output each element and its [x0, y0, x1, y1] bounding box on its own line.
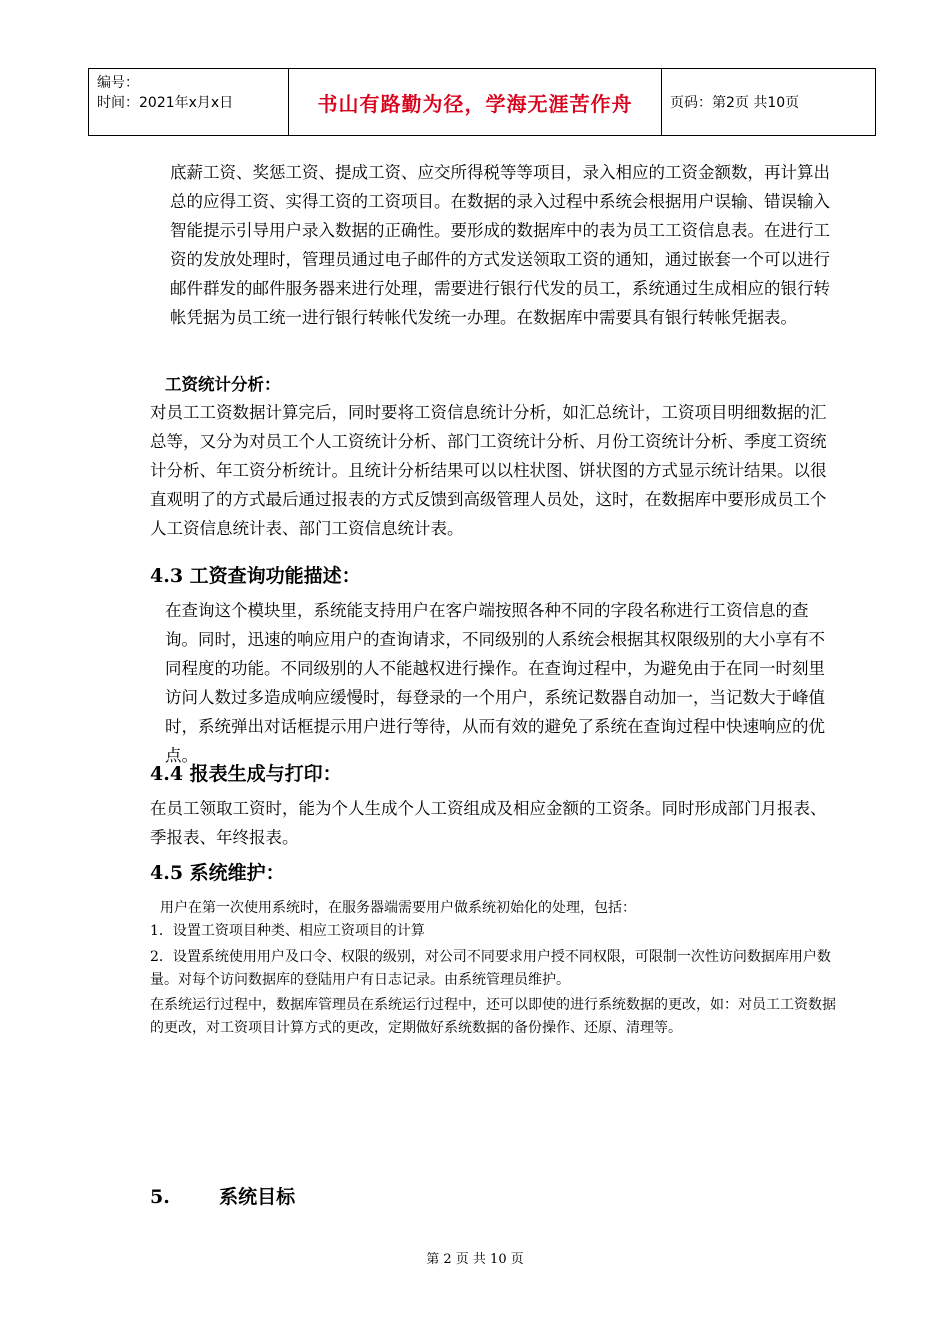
header-page-info: 页码：第2页 共10页: [670, 95, 800, 111]
stats-heading: 工资统计分析：: [165, 375, 281, 394]
section-4-5-intro: 用户在第一次使用系统时，在服务器端需要用户做系统初始化的处理，包括：: [160, 900, 636, 916]
section-4-5-item-1: 1．设置工资项目种类、相应工资项目的计算: [150, 923, 425, 939]
section-4-4-body: 在员工领取工资时，能为个人生成个人工资组成及相应金额的工资条。同时形成部门月报表、季报表、年终报表。: [150, 799, 827, 847]
stats-paragraph: 对员工工资数据计算完后，同时要将工资信息统计分析，如汇总统计，工资项目明细数据的汇总等，又分为对员工个人工资统计分析、部门工资统计分析、月份工资统计分析、季度工资统计分析、年工资分析统计。且统计分析结果可以以柱状图、饼状图的方式显示统计结果。以很直观明了的方式最后通过报表的方式反馈到高级管理人员处，这时，在数据库中要形成员工个人工资信息统计表、部门工资信息统计表。: [150, 403, 827, 538]
number-label: 编号：: [97, 75, 139, 91]
section-5-number: 5.: [150, 1186, 170, 1208]
page-header: [88, 68, 876, 136]
section-5-heading: [150, 1182, 295, 1209]
section-4-3-title: 4.3 工资查询功能描述：: [150, 565, 361, 587]
section-4-5-item-2: 2．设置系统使用用户及口令、权限的级别，对公司不同要求用户授不同权限，可限制一次性访问数据库用户数量。对每个访问数据库的登陆用户有日志记录。由系统管理员维护。: [150, 949, 831, 988]
header-meta: [89, 69, 289, 135]
section-4-4-title: 4.4 报表生成与打印：: [150, 763, 342, 785]
section-4-3-body: 在查询这个模块里，系统能支持用户在客户端按照各种不同的字段名称进行工资信息的查询。同时，迅速的响应用户的查询请求，不同级别的人系统会根据其权限级别的大小享有不同程度的功能。不同级别的人不能越权进行操作。在查询过程中，为避免由于在同一时刻里访问人数过多造成响应缓慢时，每登录的一个用户，系统记数器自动加一，当记数大于峰值时，系统弹出对话框提示用户进行等待，从而有效的避免了系统在查询过程中快速响应的优点。: [165, 601, 825, 765]
section-5-title: 系统目标: [219, 1186, 296, 1208]
section-4-5-title: 4.5 系统维护：: [150, 862, 285, 884]
section-4-5-runtime: 在系统运行过程中，数据库管理员在系统运行过程中，还可以即使的进行系统数据的更改，如：对员工工资数据的更改，对工资项目计算方式的更改，定期做好系统数据的备份操作、还原、清理等。: [150, 997, 836, 1036]
page-footer: 第 2 页 共 10 页: [426, 1252, 524, 1267]
header-motto: 书山有路勤为径，学海无涯苦作舟: [289, 69, 662, 135]
salary-entry-paragraph: 底薪工资、奖惩工资、提成工资、应交所得税等等项目，录入相应的工资金额数，再计算出总的应得工资、实得工资的工资项目。在数据的录入过程中系统会根据用户误输、错误输入智能提示引导用户录入数据的正确性。要形成的数据库中的表为员工工资信息表。在进行工资的发放处理时，管理员通过电子邮件的方式发送领取工资的通知，通过嵌套一个可以进行邮件群发的邮件服务器来进行处理，需要进行银行代发的员工，系统通过生成相应的银行转帐凭据为员工统一进行银行转帐代发统一办理。在数据库中需要具有银行转帐凭据表。: [170, 163, 830, 327]
time-label: 时间：2021年x月x日: [97, 95, 234, 111]
